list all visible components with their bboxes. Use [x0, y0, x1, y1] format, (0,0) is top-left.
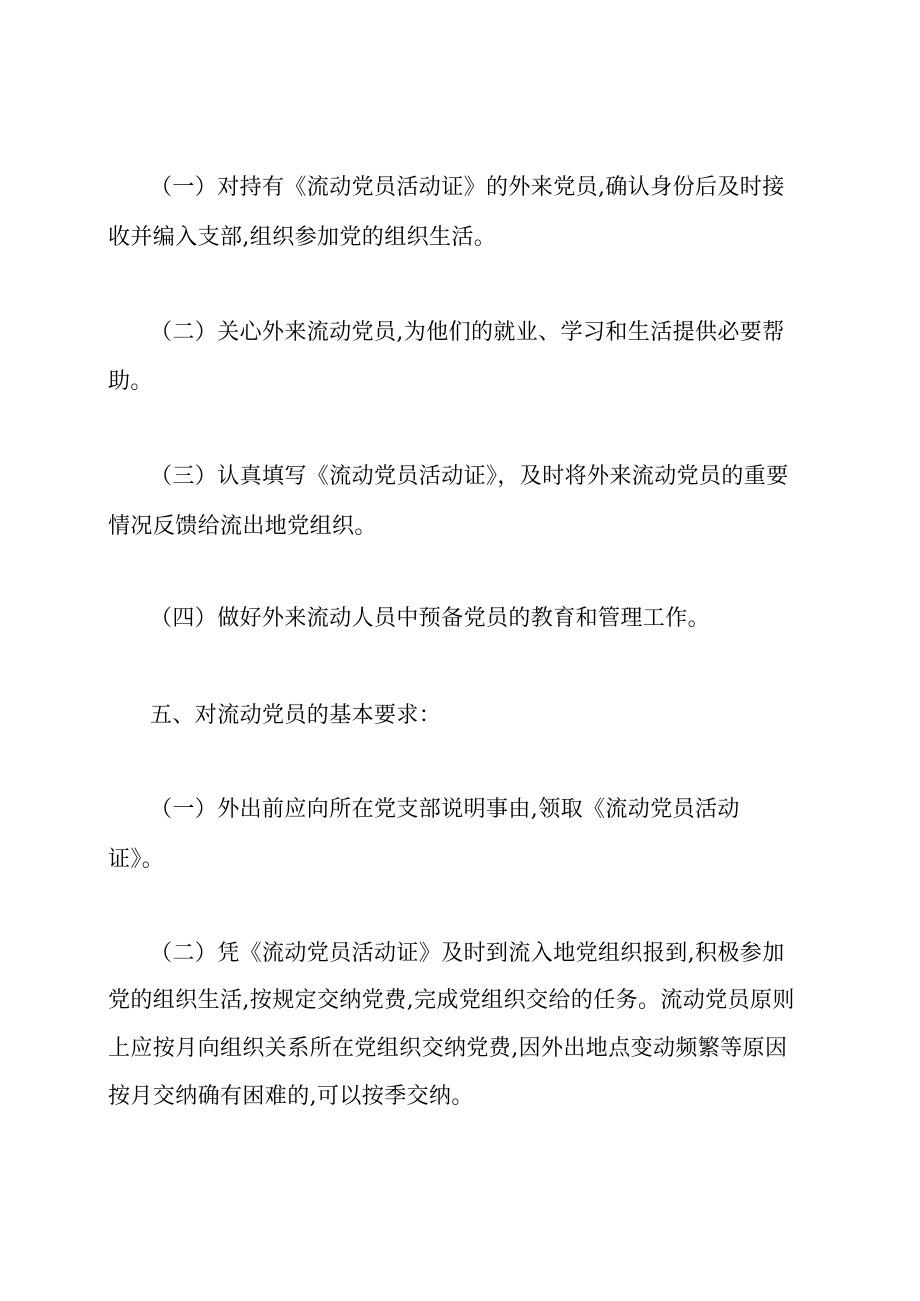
paragraph-line: （二）凭《流动党员活动证》及时到流入地党组织报到,积极参加 [150, 941, 785, 966]
paragraph-line: 党的组织生活,按规定交纳党费,完成党组织交给的任务。流动党员原则 [108, 988, 795, 1013]
paragraph-line: 收并编入支部,组织参加党的组织生活。 [108, 225, 497, 250]
paragraph-line: 五、对流动党员的基本要求： [150, 703, 442, 728]
paragraph-line: 按月交纳确有困难的,可以按季交纳。 [108, 1084, 474, 1109]
paragraph-line: （四）做好外来流动人员中预备党员的教育和管理工作。 [150, 606, 711, 631]
paragraph-line: （二）关心外来流动党员,为他们的就业、学习和生活提供必要帮 [150, 320, 785, 345]
paragraph-line: （一）对持有《流动党员活动证》的外来党员,确认身份后及时接 [150, 175, 785, 200]
paragraph-line: 证》。 [108, 847, 165, 872]
paragraph-line: （三）认真填写《流动党员活动证》，及时将外来流动党员的重要 [150, 464, 789, 489]
paragraph-line: 情况反馈给流出地党组织。 [108, 514, 377, 539]
paragraph-line: （一）外出前应向所在党支部说明事由,领取《流动党员活动 [150, 797, 740, 822]
paragraph-line: 上应按月向组织关系所在党组织交纳党费,因外出地点变动频繁等原因 [108, 1036, 788, 1061]
paragraph-line: 助。 [108, 369, 153, 394]
